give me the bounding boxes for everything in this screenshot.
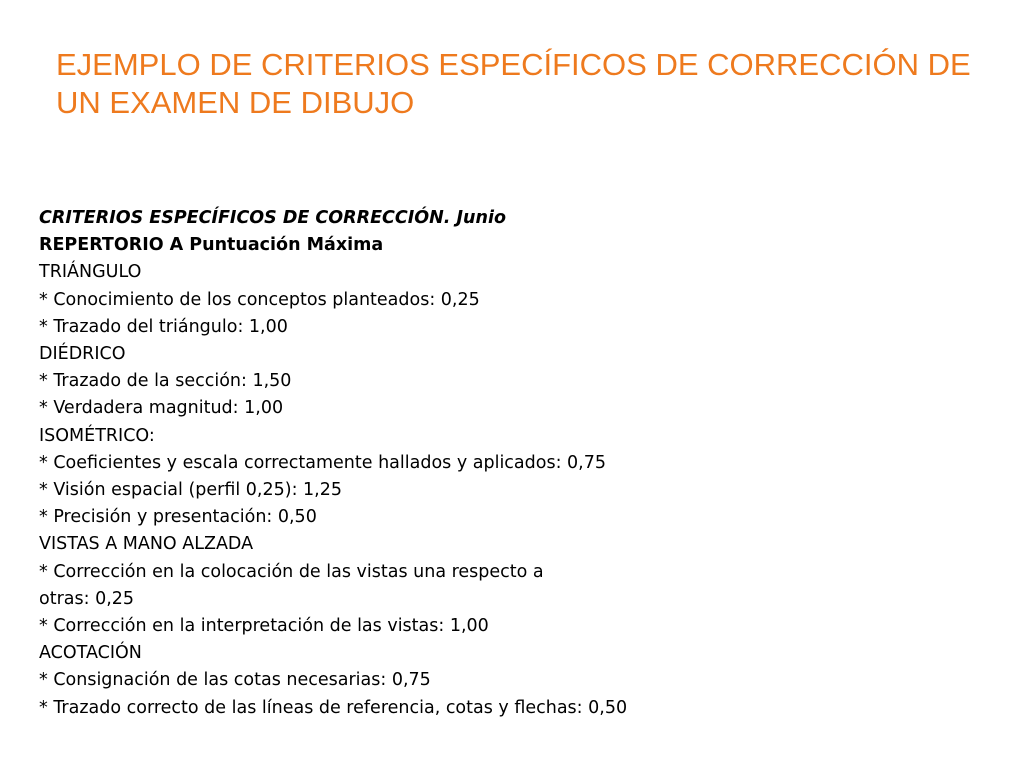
criteria-block	[39, 205, 999, 722]
criteria-line: TRIÁNGULO	[39, 262, 142, 283]
criteria-line: ISOMÉTRICO:	[39, 425, 155, 446]
slide-title	[56, 46, 996, 122]
criteria-subheading: REPERTORIO A Puntuación Máxima	[39, 235, 384, 256]
criteria-heading: CRITERIOS ESPECÍFICOS DE CORRECCIÓN. Junio	[39, 208, 506, 228]
slide-title-line-1: EJEMPLO DE CRITERIOS ESPECÍFICOS DE CORRECCIÓN DE	[56, 47, 971, 82]
criteria-line: * Corrección en la colocación de las vistas una respecto a	[39, 561, 544, 582]
criteria-line: * Trazado de la sección: 1,50	[39, 371, 292, 392]
criteria-line: otras: 0,25	[39, 588, 135, 609]
criteria-line: * Corrección en la interpretación de las vistas: 1,00	[39, 616, 489, 637]
slide-title-line-2: UN EXAMEN DE DIBUJO	[56, 85, 415, 120]
criteria-line: * Coeficientes y escala correctamente hallados y aplicados: 0,75	[39, 452, 607, 473]
criteria-line: * Trazado correcto de las líneas de referencia, cotas y flechas: 0,50	[39, 697, 628, 718]
criteria-line: * Precisión y presentación: 0,50	[39, 507, 317, 528]
criteria-line: * Visión espacial (perfil 0,25): 1,25	[39, 480, 343, 501]
criteria-line: ACOTACIÓN	[39, 643, 142, 664]
criteria-line: * Verdadera magnitud: 1,00	[39, 398, 284, 419]
criteria-line: DIÉDRICO	[39, 344, 126, 365]
criteria-line: * Consignación de las cotas necesarias: 0,75	[39, 670, 431, 691]
criteria-line: * Conocimiento de los conceptos planteados: 0,25	[39, 289, 480, 310]
criteria-line: * Trazado del triángulo: 1,00	[39, 316, 288, 337]
criteria-line: VISTAS A MANO ALZADA	[39, 534, 254, 555]
